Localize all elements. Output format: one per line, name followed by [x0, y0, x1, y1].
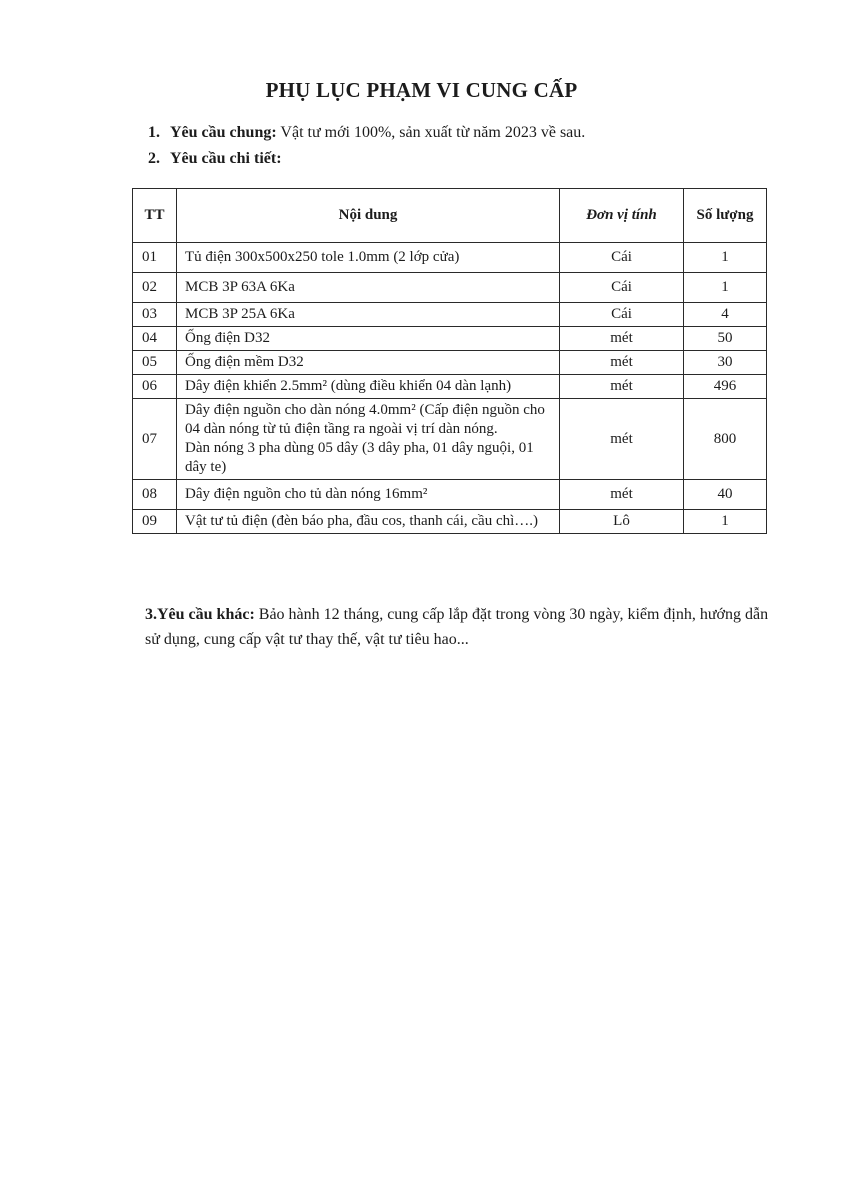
row-content: Ống điện mềm D32: [177, 351, 560, 375]
table-row: [133, 510, 767, 534]
table-row: [133, 327, 767, 351]
row-tt: 05: [133, 351, 177, 375]
row-content: MCB 3P 25A 6Ka: [177, 303, 560, 327]
row-quantity: 800: [684, 399, 767, 480]
scope-table: [132, 188, 767, 534]
general-requirement-number: 1.: [148, 124, 160, 141]
row-content-line: Dàn nóng 3 pha dùng 05 dây (3 dây pha, 01 dây nguội, 01 dây te): [185, 440, 534, 475]
header-quantity: Số lượng: [684, 189, 767, 243]
row-content: Dây điện khiển 2.5mm² (dùng điều khiển 04 dàn lạnh): [177, 375, 560, 399]
header-content: Nội dung: [177, 189, 560, 243]
row-content: Dây điện nguồn cho tủ dàn nóng 16mm²: [177, 480, 560, 510]
row-tt: 06: [133, 375, 177, 399]
page-title: PHỤ LỤC PHẠM VI CUNG CẤP: [265, 78, 578, 102]
row-quantity: 50: [684, 327, 767, 351]
row-quantity: 496: [684, 375, 767, 399]
detail-requirement: [148, 150, 282, 168]
row-unit: Lô: [560, 510, 684, 534]
row-quantity: 1: [684, 510, 767, 534]
other-requirements-text: Bảo hành 12 tháng, cung cấp lắp đặt trong vòng 30 ngày, kiểm định, hướng dẫn sử dụng, cung cấp vật tư thay thế, vật tư tiêu hao...: [145, 606, 769, 648]
header-unit: Đơn vị tính: [560, 189, 684, 243]
row-tt: 02: [133, 273, 177, 303]
table-row: [133, 273, 767, 303]
general-requirement: [148, 124, 585, 142]
row-tt: 08: [133, 480, 177, 510]
table-row: [133, 303, 767, 327]
other-requirements: [145, 602, 785, 652]
table-header-row: [133, 189, 767, 243]
row-unit: mét: [560, 480, 684, 510]
row-unit: Cái: [560, 273, 684, 303]
row-unit: mét: [560, 327, 684, 351]
row-tt: 03: [133, 303, 177, 327]
row-content: Vật tư tủ điện (đèn báo pha, đầu cos, thanh cái, cầu chì….): [177, 510, 560, 534]
row-unit: mét: [560, 399, 684, 480]
detail-requirement-number: 2.: [148, 150, 160, 167]
row-content: MCB 3P 63A 6Ka: [177, 273, 560, 303]
detail-requirement-label: Yêu cầu chi tiết:: [170, 150, 282, 167]
table-row: [133, 375, 767, 399]
row-unit: Cái: [560, 303, 684, 327]
row-quantity: 4: [684, 303, 767, 327]
general-requirement-text: Vật tư mới 100%, sản xuất từ năm 2023 về sau.: [280, 124, 586, 141]
row-unit: mét: [560, 375, 684, 399]
row-quantity: 40: [684, 480, 767, 510]
other-requirements-label: 3.Yêu cầu khác:: [145, 606, 255, 623]
table-row: [133, 399, 767, 480]
row-content: [177, 399, 560, 480]
row-tt: 01: [133, 243, 177, 273]
row-tt: 09: [133, 510, 177, 534]
row-quantity: 1: [684, 243, 767, 273]
row-content: Ống điện D32: [177, 327, 560, 351]
row-content: Tủ điện 300x500x250 tole 1.0mm (2 lớp cửa): [177, 243, 560, 273]
row-content-line: Dây điện nguồn cho dàn nóng 4.0mm² (Cấp điện nguồn cho 04 dàn nóng từ tủ điện tầng ra ngoài vị trí dàn nóng.: [185, 402, 545, 437]
table-row: [133, 243, 767, 273]
table-row: [133, 351, 767, 375]
row-quantity: 30: [684, 351, 767, 375]
row-tt: 04: [133, 327, 177, 351]
row-tt: 07: [133, 399, 177, 480]
table-row: [133, 480, 767, 510]
row-quantity: 1: [684, 273, 767, 303]
row-unit: mét: [560, 351, 684, 375]
header-tt: TT: [133, 189, 177, 243]
row-unit: Cái: [560, 243, 684, 273]
general-requirement-label: Yêu cầu chung:: [170, 124, 277, 141]
